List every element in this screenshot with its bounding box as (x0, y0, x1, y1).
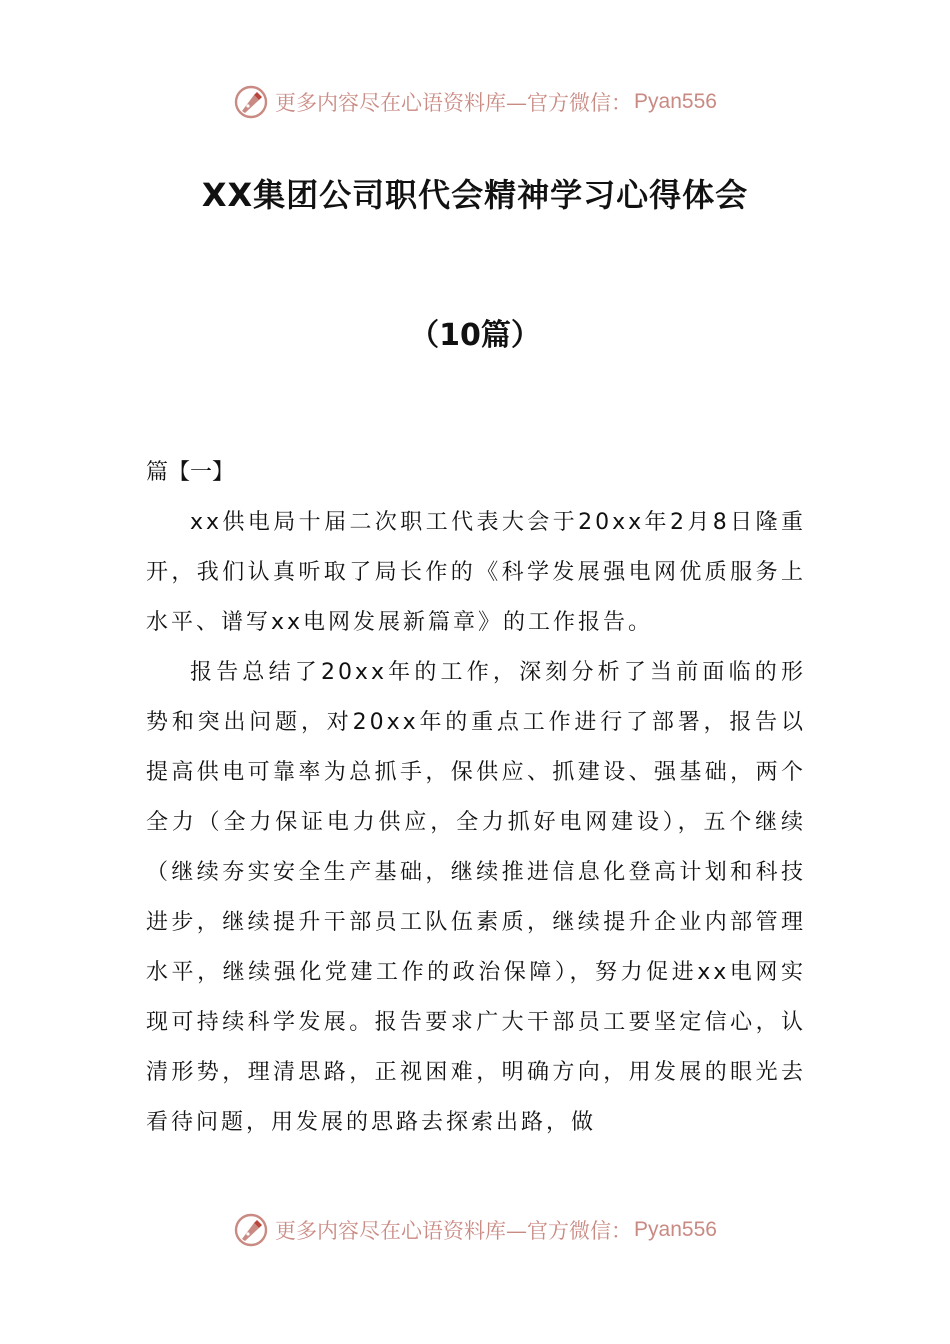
watermark-account: Pyan556 (634, 90, 717, 113)
footer-watermark (0, 1208, 950, 1252)
header-watermark (0, 80, 950, 124)
document-title: XX集团公司职代会精神学习心得体会 (201, 176, 749, 214)
watermark-text: 更多内容尽在心语资料库—官方微信： (275, 91, 633, 115)
watermark-text: 更多内容尽在心语资料库—官方微信： (275, 1219, 633, 1243)
paragraph-1: xx供电局十届二次职工代表大会于20xx年2月8日隆重开，我们认真听取了局长作的《科学发展强电网优质服务上水平、谱写xx电网发展新篇章》的工作报告。 (146, 510, 806, 635)
section-heading: 篇【一】 (146, 460, 235, 485)
document-subtitle: （10篇） (409, 318, 541, 353)
pen-nib-logo-icon (233, 1212, 269, 1248)
pen-nib-logo-icon (233, 84, 269, 120)
paragraph-2: 报告总结了20xx年的工作，深刻分析了当前面临的形势和突出问题，对20xx年的重点工作进行了部署，报告以提高供电可靠率为总抓手，保供应、抓建设、强基础，两个全力（全力保证电力供应，全力抓好电网建设），五个继续（继续夯实安全生产基础，继续推进信息化登高计划和科技进步，继续提升干部员工队伍素质，继续提升企业内部管理水平，继续强化党建工作的政治保障），努力促进xx电网实现可持续科学发展。报告要求广大干部员工要坚定信心，认清形势，理清思路，正视困难，明确方向，用发展的眼光去看待问题，用发展的思路去探索出路，做 (146, 660, 806, 1135)
document-body (146, 448, 806, 1148)
watermark-account: Pyan556 (634, 1218, 717, 1241)
